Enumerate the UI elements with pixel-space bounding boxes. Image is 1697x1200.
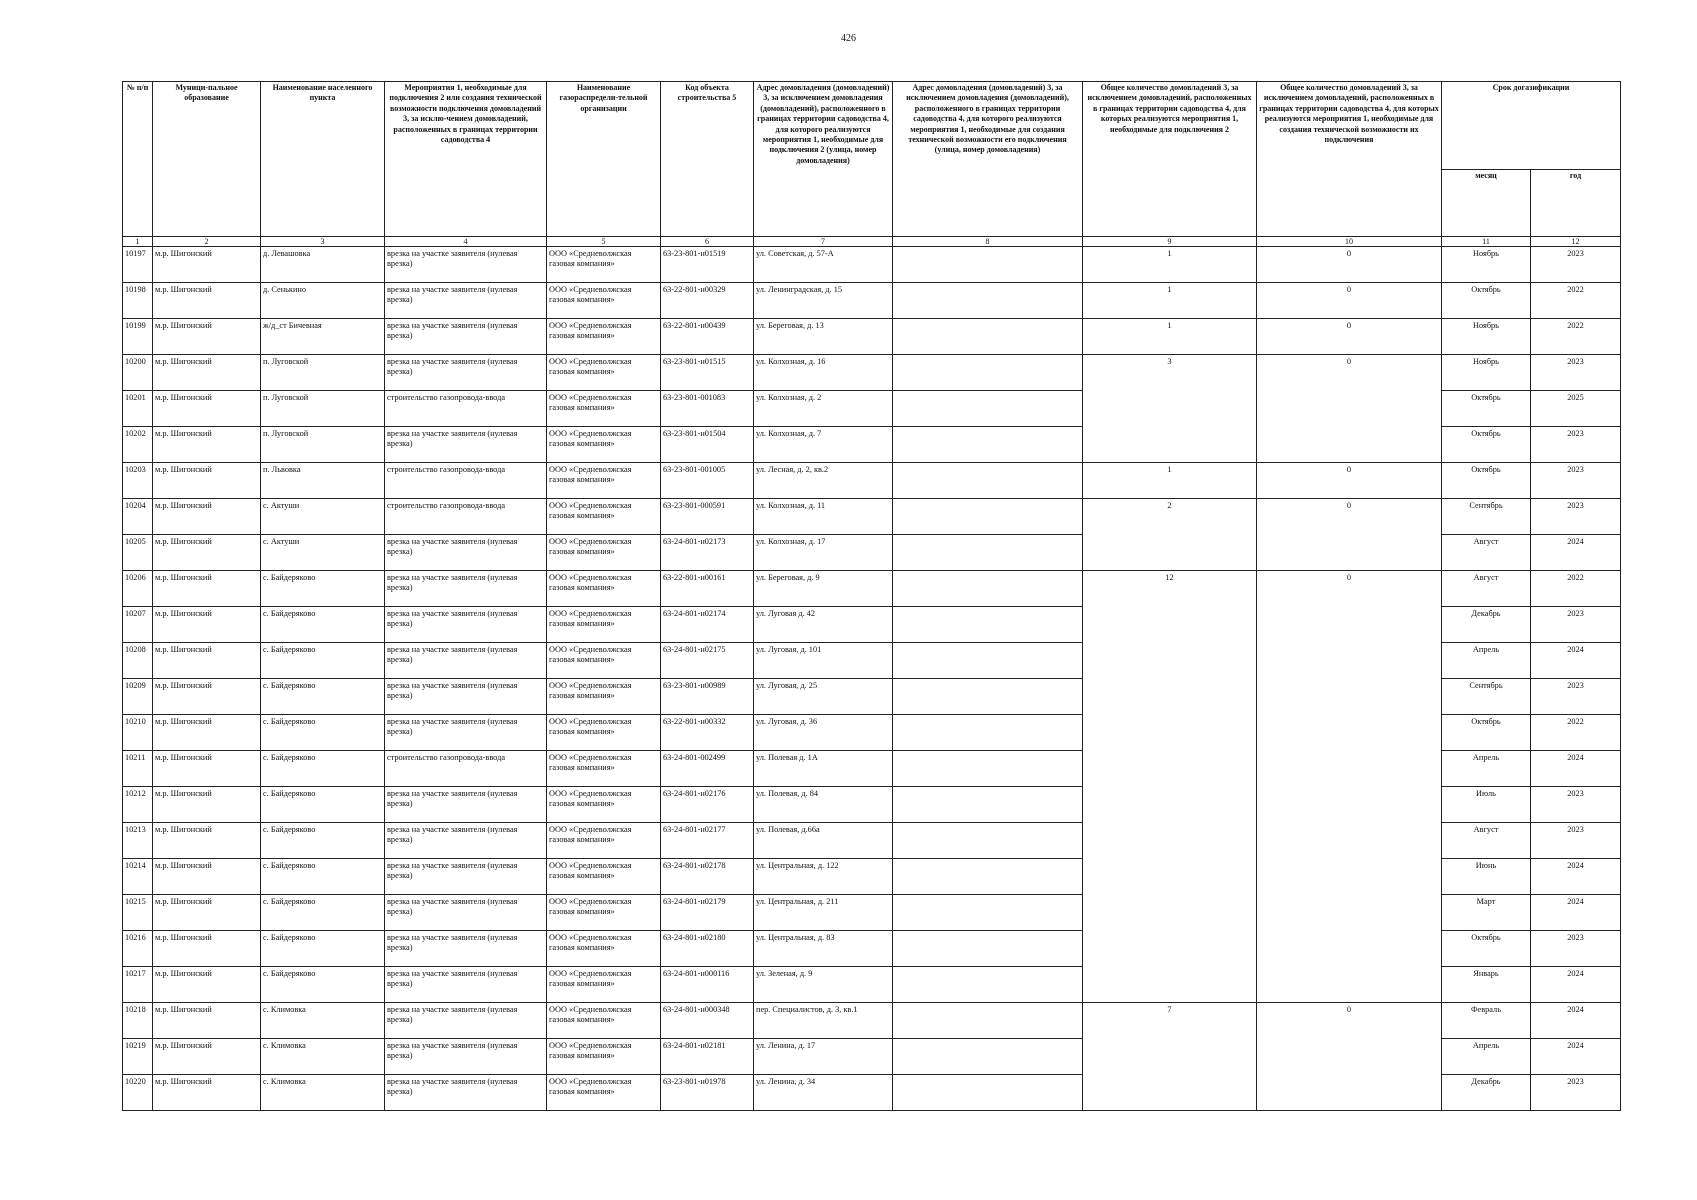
- count-connection-cell: 3: [1083, 355, 1257, 463]
- row-number-cell: 10202: [123, 427, 153, 463]
- object-code-cell: 63-23-801-001083: [661, 391, 754, 427]
- table-row: [123, 319, 1621, 355]
- month-cell: Апрель: [1442, 643, 1531, 679]
- municipality-cell: м.р. Шигонский: [153, 247, 261, 283]
- header-count-technical: Общее количество домовладений 3, за исключением домовладений, расположенных в границах территории садоводства 4, для которых реализуются мероприятия 1, необходимые для создания технической возможности их подключения: [1257, 82, 1442, 237]
- header-address-technical: Адрес домовладения (домовладений) 3, за исключением домовладения (домовладений), расположенного в границах территории садоводства 4, для которого реализуются мероприятия 1, необходимые для создания технической возможности его подключения (улица, номер домовладения): [893, 82, 1083, 237]
- address-technical-cell: [893, 391, 1083, 427]
- address-cell: ул. Полевая, д.66а: [754, 823, 893, 859]
- column-number: 12: [1531, 237, 1621, 247]
- address-technical-cell: [893, 319, 1083, 355]
- address-cell: ул. Полевая д. 1А: [754, 751, 893, 787]
- address-technical-cell: [893, 463, 1083, 499]
- month-cell: Ноябрь: [1442, 247, 1531, 283]
- organization-cell: ООО «Средневолжская газовая компания»: [547, 931, 661, 967]
- row-number-cell: 10215: [123, 895, 153, 931]
- activity-cell: строительство газопровода-ввода: [385, 751, 547, 787]
- header-year: год: [1531, 170, 1621, 237]
- settlement-cell: с. Байдеряково: [261, 571, 385, 607]
- address-technical-cell: [893, 499, 1083, 535]
- count-connection-cell: 7: [1083, 1003, 1257, 1111]
- object-code-cell: 63-22-801-н00332: [661, 715, 754, 751]
- organization-cell: ООО «Средневолжская газовая компания»: [547, 787, 661, 823]
- address-cell: ул. Советская, д. 57-А: [754, 247, 893, 283]
- address-technical-cell: [893, 751, 1083, 787]
- address-technical-cell: [893, 283, 1083, 319]
- month-cell: Август: [1442, 823, 1531, 859]
- table-header: [123, 82, 1621, 247]
- row-number-cell: 10212: [123, 787, 153, 823]
- object-code-cell: 63-23-801-001005: [661, 463, 754, 499]
- activity-cell: строительство газопровода-ввода: [385, 391, 547, 427]
- count-technical-cell: 0: [1257, 355, 1442, 463]
- settlement-cell: с. Актуши: [261, 535, 385, 571]
- municipality-cell: м.р. Шигонский: [153, 751, 261, 787]
- row-number-cell: 10209: [123, 679, 153, 715]
- municipality-cell: м.р. Шигонский: [153, 571, 261, 607]
- activity-cell: врезка на участке заявителя (нулевая врезка): [385, 319, 547, 355]
- address-cell: ул. Колхозная, д. 7: [754, 427, 893, 463]
- activity-cell: врезка на участке заявителя (нулевая врезка): [385, 823, 547, 859]
- municipality-cell: м.р. Шигонский: [153, 283, 261, 319]
- municipality-cell: м.р. Шигонский: [153, 499, 261, 535]
- header-count-connection: Общее количество домовладений 3, за исключением домовладений, расположенных в границах территории садоводства 4, для которых реализуются мероприятия 1, необходимые для подключения 2: [1083, 82, 1257, 237]
- year-cell: 2023: [1531, 247, 1621, 283]
- activity-cell: врезка на участке заявителя (нулевая врезка): [385, 427, 547, 463]
- municipality-cell: м.р. Шигонский: [153, 931, 261, 967]
- row-number-cell: 10211: [123, 751, 153, 787]
- month-cell: Март: [1442, 895, 1531, 931]
- address-cell: ул. Центральная, д. 122: [754, 859, 893, 895]
- activity-cell: строительство газопровода-ввода: [385, 499, 547, 535]
- municipality-cell: м.р. Шигонский: [153, 355, 261, 391]
- count-connection-cell: 1: [1083, 247, 1257, 283]
- year-cell: 2024: [1531, 751, 1621, 787]
- year-cell: 2022: [1531, 283, 1621, 319]
- address-cell: ул. Колхозная, д. 16: [754, 355, 893, 391]
- row-number-cell: 10203: [123, 463, 153, 499]
- header-activities: Мероприятия 1, необходимые для подключения 2 или создания технической возможности подключения домовладений 3, за исклю-чением домовладений, расположенных в границах территории садоводства 4: [385, 82, 547, 237]
- header-object-code: Код объекта строительства 5: [661, 82, 754, 237]
- object-code-cell: 63-24-801-н02177: [661, 823, 754, 859]
- column-number: 8: [893, 237, 1083, 247]
- municipality-cell: м.р. Шигонский: [153, 319, 261, 355]
- organization-cell: ООО «Средневолжская газовая компания»: [547, 823, 661, 859]
- month-cell: Январь: [1442, 967, 1531, 1003]
- municipality-cell: м.р. Шигонский: [153, 535, 261, 571]
- address-cell: ул. Ленина, д. 17: [754, 1039, 893, 1075]
- object-code-cell: 63-22-801-н00329: [661, 283, 754, 319]
- organization-cell: ООО «Средневолжская газовая компания»: [547, 247, 661, 283]
- row-number-cell: 10219: [123, 1039, 153, 1075]
- year-cell: 2022: [1531, 571, 1621, 607]
- year-cell: 2023: [1531, 355, 1621, 391]
- activity-cell: врезка на участке заявителя (нулевая врезка): [385, 535, 547, 571]
- settlement-cell: д. Сенькино: [261, 283, 385, 319]
- count-technical-cell: 0: [1257, 247, 1442, 283]
- settlement-cell: с. Байдеряково: [261, 607, 385, 643]
- header-gas-organization: Наименование газораспредели-тельной организации: [547, 82, 661, 237]
- activity-cell: врезка на участке заявителя (нулевая врезка): [385, 1003, 547, 1039]
- settlement-cell: п. Луговской: [261, 355, 385, 391]
- table-row: [123, 355, 1621, 391]
- organization-cell: ООО «Средневолжская газовая компания»: [547, 607, 661, 643]
- count-technical-cell: 0: [1257, 571, 1442, 1003]
- municipality-cell: м.р. Шигонский: [153, 463, 261, 499]
- row-number-cell: 10210: [123, 715, 153, 751]
- address-cell: ул. Колхозная, д. 11: [754, 499, 893, 535]
- activity-cell: врезка на участке заявителя (нулевая врезка): [385, 679, 547, 715]
- row-number-cell: 10200: [123, 355, 153, 391]
- activity-cell: врезка на участке заявителя (нулевая врезка): [385, 895, 547, 931]
- address-cell: ул. Береговая, д. 9: [754, 571, 893, 607]
- year-cell: 2022: [1531, 319, 1621, 355]
- table-row: [123, 1003, 1621, 1039]
- month-cell: Ноябрь: [1442, 319, 1531, 355]
- column-number: 7: [754, 237, 893, 247]
- object-code-cell: 63-24-801-н000116: [661, 967, 754, 1003]
- count-technical-cell: 0: [1257, 1003, 1442, 1111]
- organization-cell: ООО «Средневолжская газовая компания»: [547, 283, 661, 319]
- object-code-cell: 63-23-801-н01504: [661, 427, 754, 463]
- page-number: 426: [841, 33, 856, 44]
- month-cell: Сентябрь: [1442, 499, 1531, 535]
- object-code-cell: 63-24-801-н02174: [661, 607, 754, 643]
- settlement-cell: с. Байдеряково: [261, 931, 385, 967]
- year-cell: 2023: [1531, 499, 1621, 535]
- settlement-cell: п. Луговской: [261, 391, 385, 427]
- column-number: 6: [661, 237, 754, 247]
- settlement-cell: с. Климовка: [261, 1003, 385, 1039]
- organization-cell: ООО «Средневолжская газовая компания»: [547, 1075, 661, 1111]
- municipality-cell: м.р. Шигонский: [153, 1003, 261, 1039]
- count-connection-cell: 1: [1083, 319, 1257, 355]
- address-cell: ул. Луговая, д. 36: [754, 715, 893, 751]
- municipality-cell: м.р. Шигонский: [153, 1075, 261, 1111]
- municipality-cell: м.р. Шигонский: [153, 859, 261, 895]
- municipality-cell: м.р. Шигонский: [153, 967, 261, 1003]
- table-body: [123, 247, 1621, 1111]
- address-technical-cell: [893, 967, 1083, 1003]
- count-connection-cell: 12: [1083, 571, 1257, 1003]
- object-code-cell: 63-23-801-н01519: [661, 247, 754, 283]
- settlement-cell: с. Байдеряково: [261, 643, 385, 679]
- address-technical-cell: [893, 1039, 1083, 1075]
- table-row: [123, 247, 1621, 283]
- address-technical-cell: [893, 931, 1083, 967]
- month-cell: Октябрь: [1442, 283, 1531, 319]
- year-cell: 2024: [1531, 895, 1621, 931]
- column-number: 11: [1442, 237, 1531, 247]
- year-cell: 2023: [1531, 931, 1621, 967]
- municipality-cell: м.р. Шигонский: [153, 715, 261, 751]
- settlement-cell: с. Актуши: [261, 499, 385, 535]
- header-number: № п/п: [123, 82, 153, 237]
- count-connection-cell: 1: [1083, 463, 1257, 499]
- address-technical-cell: [893, 247, 1083, 283]
- activity-cell: врезка на участке заявителя (нулевая врезка): [385, 283, 547, 319]
- month-cell: Август: [1442, 571, 1531, 607]
- column-number: 4: [385, 237, 547, 247]
- month-cell: Октябрь: [1442, 931, 1531, 967]
- row-number-cell: 10199: [123, 319, 153, 355]
- address-cell: ул. Лесная, д. 2, кв.2: [754, 463, 893, 499]
- table-row: [123, 283, 1621, 319]
- column-numbering-row: [123, 237, 1621, 247]
- object-code-cell: 63-24-801-н02175: [661, 643, 754, 679]
- activity-cell: врезка на участке заявителя (нулевая врезка): [385, 859, 547, 895]
- organization-cell: ООО «Средневолжская газовая компания»: [547, 355, 661, 391]
- organization-cell: ООО «Средневолжская газовая компания»: [547, 679, 661, 715]
- organization-cell: ООО «Средневолжская газовая компания»: [547, 463, 661, 499]
- month-cell: Октябрь: [1442, 463, 1531, 499]
- row-number-cell: 10216: [123, 931, 153, 967]
- settlement-cell: с. Байдеряково: [261, 859, 385, 895]
- address-cell: ул. Ленинградская, д. 15: [754, 283, 893, 319]
- column-number: 9: [1083, 237, 1257, 247]
- year-cell: 2024: [1531, 1039, 1621, 1075]
- object-code-cell: 63-24-801-н02178: [661, 859, 754, 895]
- settlement-cell: с. Байдеряково: [261, 751, 385, 787]
- settlement-cell: д. Левашовка: [261, 247, 385, 283]
- organization-cell: ООО «Средневолжская газовая компания»: [547, 571, 661, 607]
- month-cell: Декабрь: [1442, 607, 1531, 643]
- address-technical-cell: [893, 427, 1083, 463]
- row-number-cell: 10213: [123, 823, 153, 859]
- activity-cell: врезка на участке заявителя (нулевая врезка): [385, 571, 547, 607]
- address-cell: ул. Береговая, д. 13: [754, 319, 893, 355]
- month-cell: Апрель: [1442, 1039, 1531, 1075]
- activity-cell: врезка на участке заявителя (нулевая врезка): [385, 1039, 547, 1075]
- organization-cell: ООО «Средневолжская газовая компания»: [547, 391, 661, 427]
- address-technical-cell: [893, 787, 1083, 823]
- year-cell: 2024: [1531, 1003, 1621, 1039]
- row-number-cell: 10197: [123, 247, 153, 283]
- row-number-cell: 10206: [123, 571, 153, 607]
- year-cell: 2024: [1531, 643, 1621, 679]
- address-technical-cell: [893, 1075, 1083, 1111]
- municipality-cell: м.р. Шигонский: [153, 391, 261, 427]
- organization-cell: ООО «Средневолжская газовая компания»: [547, 1003, 661, 1039]
- object-code-cell: 63-24-801-н02181: [661, 1039, 754, 1075]
- count-connection-cell: 1: [1083, 283, 1257, 319]
- activity-cell: врезка на участке заявителя (нулевая врезка): [385, 715, 547, 751]
- settlement-cell: с. Байдеряково: [261, 715, 385, 751]
- year-cell: 2024: [1531, 967, 1621, 1003]
- month-cell: Октябрь: [1442, 427, 1531, 463]
- municipality-cell: м.р. Шигонский: [153, 1039, 261, 1075]
- address-cell: ул. Полевая, д. 84: [754, 787, 893, 823]
- row-number-cell: 10218: [123, 1003, 153, 1039]
- address-technical-cell: [893, 859, 1083, 895]
- count-technical-cell: 0: [1257, 319, 1442, 355]
- column-number: 3: [261, 237, 385, 247]
- count-technical-cell: 0: [1257, 499, 1442, 571]
- year-cell: 2025: [1531, 391, 1621, 427]
- municipality-cell: м.р. Шигонский: [153, 823, 261, 859]
- year-cell: 2023: [1531, 1075, 1621, 1111]
- month-cell: Октябрь: [1442, 391, 1531, 427]
- gasification-register-table: [122, 81, 1621, 1111]
- address-cell: ул. Луговая, д. 101: [754, 643, 893, 679]
- row-number-cell: 10201: [123, 391, 153, 427]
- address-technical-cell: [893, 643, 1083, 679]
- municipality-cell: м.р. Шигонский: [153, 679, 261, 715]
- year-cell: 2023: [1531, 463, 1621, 499]
- address-technical-cell: [893, 679, 1083, 715]
- object-code-cell: 63-24-801-н02176: [661, 787, 754, 823]
- month-cell: Декабрь: [1442, 1075, 1531, 1111]
- activity-cell: врезка на участке заявителя (нулевая врезка): [385, 787, 547, 823]
- organization-cell: ООО «Средневолжская газовая компания»: [547, 535, 661, 571]
- year-cell: 2024: [1531, 859, 1621, 895]
- header-address-connection: Адрес домовладения (домовладений) 3, за исключением домовладения (домовладений), расположенного в границах территории садоводства 4, для которого реализуются мероприятия 1, необходимые для подключения 2 (улица, номер домовладения): [754, 82, 893, 237]
- column-number: 2: [153, 237, 261, 247]
- month-cell: Апрель: [1442, 751, 1531, 787]
- settlement-cell: ж/д_ст Бичевная: [261, 319, 385, 355]
- object-code-cell: 63-24-801-н02179: [661, 895, 754, 931]
- row-number-cell: 10198: [123, 283, 153, 319]
- address-technical-cell: [893, 535, 1083, 571]
- settlement-cell: с. Байдеряково: [261, 823, 385, 859]
- month-cell: Сентябрь: [1442, 679, 1531, 715]
- municipality-cell: м.р. Шигонский: [153, 895, 261, 931]
- table-row: [123, 463, 1621, 499]
- header-month: месяц: [1442, 170, 1531, 237]
- organization-cell: ООО «Средневолжская газовая компания»: [547, 1039, 661, 1075]
- year-cell: 2024: [1531, 535, 1621, 571]
- object-code-cell: 63-24-801-н02180: [661, 931, 754, 967]
- address-cell: ул. Зеленая, д. 9: [754, 967, 893, 1003]
- organization-cell: ООО «Средневолжская газовая компания»: [547, 499, 661, 535]
- object-code-cell: 63-24-801-н02173: [661, 535, 754, 571]
- organization-cell: ООО «Средневолжская газовая компания»: [547, 859, 661, 895]
- month-cell: Ноябрь: [1442, 355, 1531, 391]
- table-row: [123, 499, 1621, 535]
- activity-cell: врезка на участке заявителя (нулевая врезка): [385, 1075, 547, 1111]
- organization-cell: ООО «Средневолжская газовая компания»: [547, 643, 661, 679]
- month-cell: Август: [1442, 535, 1531, 571]
- column-number: 1: [123, 237, 153, 247]
- year-cell: 2022: [1531, 715, 1621, 751]
- object-code-cell: 63-23-801-000591: [661, 499, 754, 535]
- header-settlement: Наименование населенного пункта: [261, 82, 385, 237]
- count-technical-cell: 0: [1257, 283, 1442, 319]
- count-technical-cell: 0: [1257, 463, 1442, 499]
- settlement-cell: с. Байдеряково: [261, 679, 385, 715]
- settlement-cell: п. Львовка: [261, 463, 385, 499]
- column-number: 5: [547, 237, 661, 247]
- year-cell: 2023: [1531, 427, 1621, 463]
- row-number-cell: 10208: [123, 643, 153, 679]
- year-cell: 2023: [1531, 823, 1621, 859]
- table-row: [123, 571, 1621, 607]
- organization-cell: ООО «Средневолжская газовая компания»: [547, 427, 661, 463]
- address-cell: ул. Центральная, д. 211: [754, 895, 893, 931]
- address-technical-cell: [893, 895, 1083, 931]
- address-technical-cell: [893, 607, 1083, 643]
- activity-cell: врезка на участке заявителя (нулевая врезка): [385, 607, 547, 643]
- row-number-cell: 10204: [123, 499, 153, 535]
- activity-cell: врезка на участке заявителя (нулевая врезка): [385, 643, 547, 679]
- organization-cell: ООО «Средневолжская газовая компания»: [547, 319, 661, 355]
- municipality-cell: м.р. Шигонский: [153, 787, 261, 823]
- row-number-cell: 10207: [123, 607, 153, 643]
- year-cell: 2023: [1531, 607, 1621, 643]
- header-gasification-term: Срок догазификации: [1442, 82, 1621, 170]
- object-code-cell: 63-24-801-н000348: [661, 1003, 754, 1039]
- municipality-cell: м.р. Шигонский: [153, 607, 261, 643]
- address-cell: ул. Луговая д. 42: [754, 607, 893, 643]
- column-number: 10: [1257, 237, 1442, 247]
- month-cell: Июнь: [1442, 859, 1531, 895]
- municipality-cell: м.р. Шигонский: [153, 427, 261, 463]
- organization-cell: ООО «Средневолжская газовая компания»: [547, 967, 661, 1003]
- month-cell: Февраль: [1442, 1003, 1531, 1039]
- address-technical-cell: [893, 823, 1083, 859]
- row-number-cell: 10214: [123, 859, 153, 895]
- object-code-cell: 63-23-801-н01978: [661, 1075, 754, 1111]
- activity-cell: врезка на участке заявителя (нулевая врезка): [385, 931, 547, 967]
- organization-cell: ООО «Средневолжская газовая компания»: [547, 895, 661, 931]
- activity-cell: врезка на участке заявителя (нулевая врезка): [385, 355, 547, 391]
- settlement-cell: с. Климовка: [261, 1039, 385, 1075]
- settlement-cell: п. Луговской: [261, 427, 385, 463]
- year-cell: 2023: [1531, 787, 1621, 823]
- object-code-cell: 63-22-801-н00439: [661, 319, 754, 355]
- count-connection-cell: 2: [1083, 499, 1257, 571]
- settlement-cell: с. Байдеряково: [261, 895, 385, 931]
- address-technical-cell: [893, 1003, 1083, 1039]
- object-code-cell: 63-22-801-н00161: [661, 571, 754, 607]
- address-technical-cell: [893, 571, 1083, 607]
- month-cell: Октябрь: [1442, 715, 1531, 751]
- header-municipality: Муници-пальное образование: [153, 82, 261, 237]
- organization-cell: ООО «Средневолжская газовая компания»: [547, 751, 661, 787]
- address-cell: ул. Ленина, д. 34: [754, 1075, 893, 1111]
- row-number-cell: 10205: [123, 535, 153, 571]
- activity-cell: врезка на участке заявителя (нулевая врезка): [385, 967, 547, 1003]
- year-cell: 2023: [1531, 679, 1621, 715]
- object-code-cell: 63-23-801-н00989: [661, 679, 754, 715]
- object-code-cell: 63-23-801-н01515: [661, 355, 754, 391]
- activity-cell: врезка на участке заявителя (нулевая врезка): [385, 247, 547, 283]
- address-technical-cell: [893, 715, 1083, 751]
- settlement-cell: с. Байдеряково: [261, 787, 385, 823]
- settlement-cell: с. Байдеряково: [261, 967, 385, 1003]
- row-number-cell: 10220: [123, 1075, 153, 1111]
- settlement-cell: с. Климовка: [261, 1075, 385, 1111]
- activity-cell: строительство газопровода-ввода: [385, 463, 547, 499]
- organization-cell: ООО «Средневолжская газовая компания»: [547, 715, 661, 751]
- address-technical-cell: [893, 355, 1083, 391]
- row-number-cell: 10217: [123, 967, 153, 1003]
- address-cell: ул. Центральная, д. 83: [754, 931, 893, 967]
- object-code-cell: 63-24-801-002499: [661, 751, 754, 787]
- address-cell: ул. Колхозная, д. 2: [754, 391, 893, 427]
- address-cell: ул. Колхозная, д. 17: [754, 535, 893, 571]
- month-cell: Июль: [1442, 787, 1531, 823]
- address-cell: пер. Специалистов, д. 3, кв.1: [754, 1003, 893, 1039]
- address-cell: ул. Луговая, д. 25: [754, 679, 893, 715]
- municipality-cell: м.р. Шигонский: [153, 643, 261, 679]
